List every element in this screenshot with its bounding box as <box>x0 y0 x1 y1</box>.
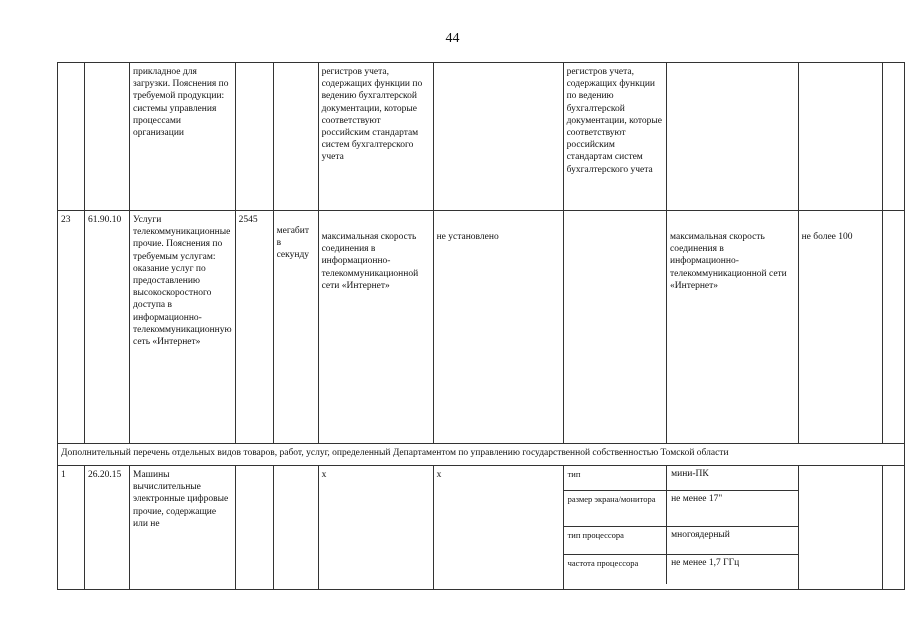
spec-row <box>564 554 798 584</box>
spec-value: не менее 1,7 ГГц <box>667 554 798 584</box>
cell-characteristic-2: регистров учета, содержащих функции по ведению бухгалтерской документации, которые соответствуют российским стандартам систем бухгалтерского учета <box>563 63 666 211</box>
cell-unit: мегабит в секунду <box>273 211 318 444</box>
cell-num: 23 <box>58 211 85 444</box>
page-number: 44 <box>445 31 460 46</box>
section-header: Дополнительный перечень отдельных видов товаров, работ, услуг, определенный Департаментом по управлению государственной собственностью Томской области <box>58 444 905 466</box>
spec-row <box>564 526 798 554</box>
cell-num <box>58 63 85 211</box>
table-row-1 <box>58 466 905 590</box>
cell-okei <box>235 466 273 590</box>
cell-value-2 <box>667 63 799 211</box>
spec-name: частота процессора <box>567 557 639 568</box>
cell-extra-1 <box>798 63 882 211</box>
section-header-row <box>58 444 905 466</box>
cell-description: Услуги телекоммуникационные прочие. Пояснения по требуемым услугам: оказание услуг по предоставлению высокоскоростного доступа в информационно-телекоммуникационную сеть «Интернет» <box>130 211 236 444</box>
spec-value: мини-ПК <box>667 466 798 490</box>
cell-code: 26.20.15 <box>85 466 130 590</box>
cell-extra-2 <box>882 211 904 444</box>
cell-value: x <box>433 466 563 590</box>
spec-value: многоядерный <box>667 526 798 554</box>
cell-characteristic: максимальная скорость соединения в информационно-телекоммуникационной сети «Интернет» <box>318 211 433 444</box>
spec-name: тип <box>564 466 667 490</box>
cell-okei <box>235 63 273 211</box>
spec-row <box>564 490 798 526</box>
cell-extra-2 <box>882 466 904 590</box>
table-row-23 <box>58 211 905 444</box>
spec-value: не менее 17" <box>667 490 798 526</box>
cell-extra-2 <box>882 63 904 211</box>
cell-value: не установлено <box>433 211 563 444</box>
cell-extra-1 <box>798 466 882 590</box>
cell-code: 61.90.10 <box>85 211 130 444</box>
cell-value <box>433 63 563 211</box>
cell-description: Машины вычислительные электронные цифровые прочие, содержащие или не <box>130 466 236 590</box>
cell-code <box>85 63 130 211</box>
cell-okei: 2545 <box>235 211 273 444</box>
table-row-continuation <box>58 63 905 211</box>
cell-value-2: не более 100 <box>798 211 882 444</box>
specs-subtable <box>564 466 798 584</box>
spec-name: размер экрана/монитора <box>564 490 667 526</box>
cell-specs <box>563 466 798 590</box>
cell-unit <box>273 63 318 211</box>
cell-characteristic: регистров учета, содержащих функции по ведению бухгалтерской документации, которые соответствуют российским стандартам систем бухгалтерского учета <box>318 63 433 211</box>
cell-unit <box>273 466 318 590</box>
cell-description: прикладное для загрузки. Пояснения по требуемой продукции: системы управления процессами организации <box>130 63 236 211</box>
spec-row <box>564 466 798 490</box>
spec-name: тип процессора <box>564 526 667 554</box>
cell-characteristic: x <box>318 466 433 590</box>
goods-requirements-table <box>57 62 905 590</box>
cell-characteristic-2 <box>563 211 666 444</box>
cell-num: 1 <box>58 466 85 590</box>
cell-characteristic-3: максимальная скорость соединения в информационно-телекоммуникационной сети «Интернет» <box>667 211 799 444</box>
